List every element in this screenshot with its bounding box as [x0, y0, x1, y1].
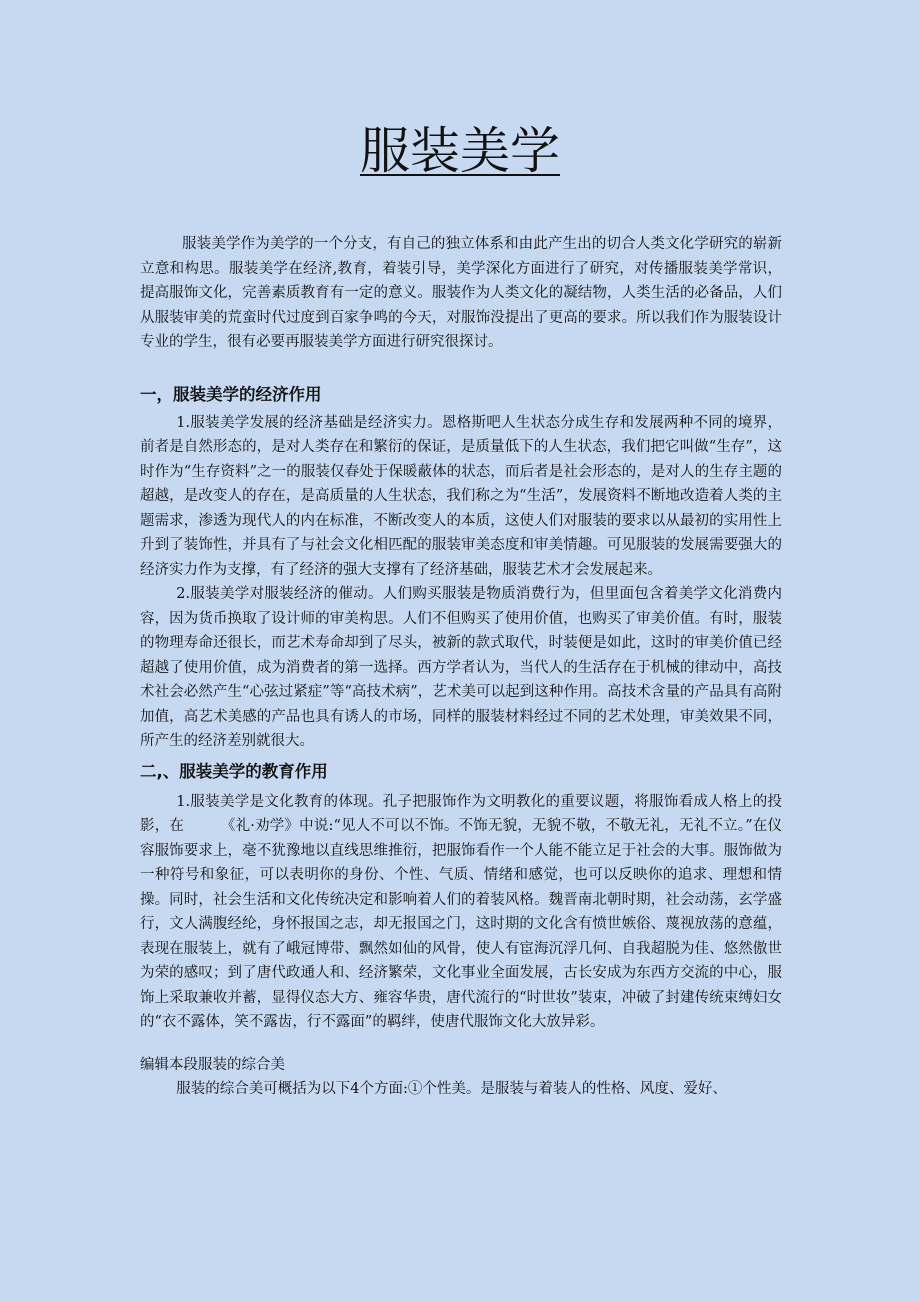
intro-paragraph: 服装美学作为美学的一个分支，有自己的独立体系和由此产生出的切合人类文化学研究的崭新立意和构思。服装美学在经济,教育，着装引导，美学深化方面进行了研究，对传播服装美学常识，提高服饰文化，完善素质教育有一定的意义。服装作为人类文化的凝结物，人类生活的必备品，人们从服装审美的荒蛮时代过度到百家争鸣的今天，对服饰没提出了更高的要求。所以我们作为服装设计专业的学生，很有必要再服装美学方面进行研究很探讨。 [140, 236, 782, 350]
section-2-paragraph-1: 1.服装美学是文化教育的体现。孔子把服饰作为文明教化的重要议题，将服饰看成人格上的投影，在 《礼·劝学》中说:“见人不可以不饰。不饰无貌，无貌不敬，不敬无礼，无礼不立。”在仪容服饰要求上，毫不犹豫地以直线思维推衍，把服饰看作一个人能不能立足于社会的大事。服饰做为一种符号和象征，可以表明你的身份、个性、气质、情绪和感觉，也可以反映你的追求、理想和情操。同时，社会生活和文化传统决定和影响着人们的着装风格。魏晋南北朝时期，社会动荡，玄学盛行，文人满腹经纶，身怀报国之志，却无报国之门，这时期的文化含有愤世嫉俗、蔑视放荡的意蕴，表现在服装上，就有了峨冠博带、飘然如仙的风骨，使人有宦海沉浮几何、自我超脱为佳、悠然傲世为荣的感叹；到了唐代政通人和、经济繁荣，文化事业全面发展，古长安成为东西方交流的中心，服饰上采取兼收并蓄，显得仪态大方、雍容华贵，唐代流行的“时世妆”装束，冲破了封建传统束缚妇女的“衣不露体，笑不露齿，行不露面”的羁绊，使唐代服饰文化大放异彩。 [140, 793, 782, 1030]
section-1-paragraph-1: 1.服装美学发展的经济基础是经济实力。恩格斯吧人生状态分成生存和发展两种不同的境界，前者是自然形态的，是对人类存在和繁衍的保证，是质量低下的人生状态，我们把它叫做“生存”，这时作为“生存资料”之一的服装仅春处于保暖蔽体的状态，而后者是社会形态的，是对人的生存主题的超越，是改变人的存在，是高质量的人生状态，我们称之为“生活”，发展资料不断地改造着人类的主题需求，渗透为现代人的内在标准，不断改变人的本质，这使人们对服装的要求以从最初的实用性上升到了装饰性，并具有了与社会文化相匹配的服装审美态度和审美情趣。可见服装的发展需要强大的经济实力作为支撑，有了经济的强大支撑有了经济基础，服装艺术才会发展起来。 [140, 414, 782, 578]
document-body [140, 232, 782, 1102]
section-1-heading: 一，服装美学的经济作用 [140, 384, 322, 404]
section-3-paragraph-1: 服装的综合美可概括为以下4个方面:①个性美。是服装与着装人的性格、风度、爱好、 [176, 1081, 727, 1097]
document-title: 服装美学 [360, 122, 560, 180]
section-1-paragraph-2: 2.服装美学对服装经济的催动。人们购买服装是物质消费行为，但里面包含着美学文化消费内容，因为货币换取了设计师的审美构思。人们不但购买了使用价值，也购买了审美价值。有时，服装的物理寿命还很长，而艺术寿命却到了尽头，被新的款式取代，时装便是如此，这时的审美价值已经超越了使用价值，成为消费者的第一选择。西方学者认为，当代人的生活存在于机械的律动中，高技术社会必然产生“心弦过紧症”等“高技术病”，艺术美可以起到这种作用。高技术含量的产品具有高附加值，高艺术美感的产品也具有诱人的市场，同样的服装材料经过不同的艺术处理，审美效果不同，所产生的经济差别就很大。 [140, 586, 782, 749]
section-2-heading: 二,、服装美学的教育作用 [140, 761, 328, 781]
section-3-heading: 编辑本段服装的综合美 [140, 1056, 285, 1073]
